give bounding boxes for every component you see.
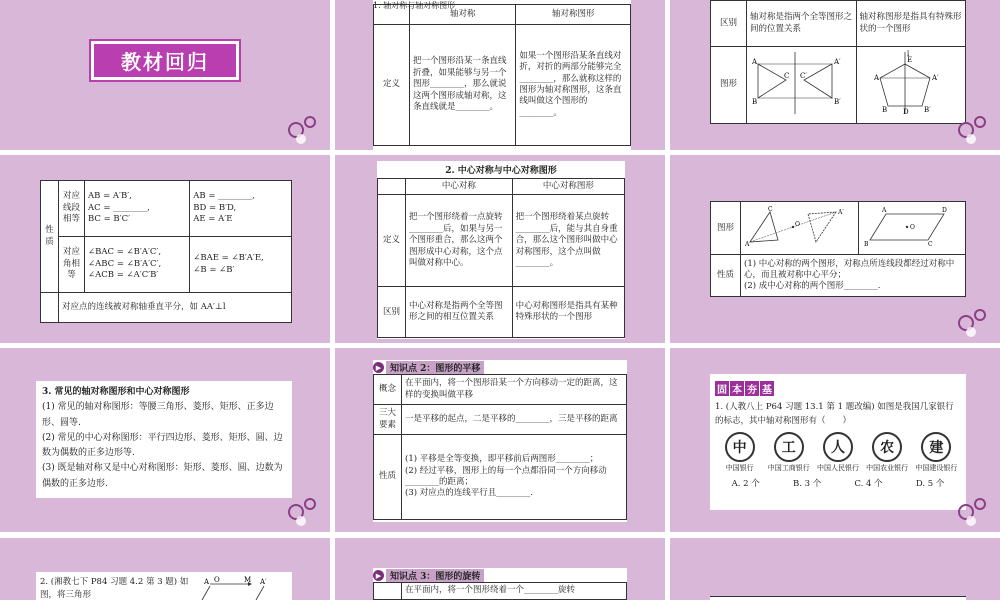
svg-text:A′: A′ [834,57,841,66]
bank-logo-ccb: 建 中国建设银行 [914,432,958,472]
slide-tile-3[interactable] [670,0,1000,150]
svg-text:B: B [864,241,869,248]
flower-decoration [948,494,996,530]
section-stamp: 固 本 夯 基 [715,378,961,397]
svg-text:C: C [784,71,790,80]
row-label-equal-angles: 对应角相等 [59,237,85,293]
figure-parallelogram [859,202,966,255]
svg-text:A′: A′ [931,73,939,82]
row-label-definition: 定义 [374,25,410,146]
option-c[interactable]: C. 4 个 [854,478,883,489]
bank-logo-boc: 中 中国银行 [718,432,762,472]
svg-text:O: O [795,221,800,228]
difference-central: 中心对称是指两个全等图形之间的相互位置关系 [406,287,513,338]
col-header-central: 中心对称 [406,179,513,195]
perpendicular-bisector-property: 对应点的连线被对称轴垂直平分，如 AA′⊥l [59,293,292,323]
flower-decoration [948,112,996,148]
question-text: 1. (人教八上 P64 习题 13.1 第 1 题改编) 如图是我国几家银行的标志，其中轴对称图形有（ ） [715,402,954,426]
svg-text:O: O [910,224,915,231]
translation-elements: 一是平移的起点，二是平移的________，三是平移的距离 [402,405,627,435]
slide-tile-7[interactable] [0,348,330,532]
central-symmetry-properties: (1) 中心对称的两个图形，对称点所连线段都经过对称中心，而且被对称中心平分； (2) 成中心对称的两个图形________. [741,255,966,297]
row-label-difference: 区别 [378,287,406,338]
label-o: O [214,576,220,584]
translation-properties: (1) 平移是全等变换，即平移前后两图形________； (2) 经过平移，图形上的每一个点都沿同一个方向移动________的距离； (3) 对应点的连线平行且________. [402,435,627,520]
row-label-property: 性质 [374,435,402,520]
answer-options [715,477,961,489]
flower-decoration [278,494,326,530]
svg-text:D: D [942,207,947,214]
flower-decoration [278,112,326,148]
svg-text:A: A [752,57,758,66]
svg-text:C: C [928,241,933,248]
knowledge-point-header: ▶ 知识点 2：图形的平移 [373,360,627,374]
svg-text:B′: B′ [834,97,841,106]
svg-text:A: A [873,73,879,82]
difference-central-figure: 中心对称图形是指具有某种特殊形状的一个图形 [512,287,624,338]
bank-logo-icbc: 工 中国工商银行 [767,432,811,472]
svg-text:A: A [745,241,750,248]
figure-central-symmetry [741,202,859,255]
section-badge: 教材回归 [91,41,239,80]
equal-segments-figure: AB = ________, BD = B′D, AE = A′E [190,181,292,237]
option-d[interactable]: D. 5 个 [915,478,945,489]
rotation-concept: 在平面内，将一个图形绕着一个________旋转 [402,583,627,600]
svg-text:A′: A′ [838,209,844,216]
col-header-axial-figure: 轴对称图形 [516,5,631,25]
row-group-label-property: 性质 [41,181,59,293]
row-label-figure: 图形 [711,47,747,124]
flower-decoration [948,305,996,341]
section-title: 2. 中心对称与中心对称图形 [445,166,557,176]
axial-shapes-list: (1) 常见的轴对称图形：等腰三角形、菱形、矩形、正多边形、圆等. [42,402,274,428]
difference-axial-figure: 轴对称图形是指具有特殊形状的一个图形 [856,1,966,47]
definition-central-figure: 把一个图形绕着某点旋转________后，能与其自身重合，那么这个图形叫做中心对称图形，这个点叫做________。 [512,195,624,287]
row-label-figure: 图形 [711,202,741,255]
svg-text:E: E [906,55,912,64]
equal-segments-axial: AB = A′B′, AC = ________, BC = B′C′ [85,181,190,237]
svg-text:B: B [752,97,758,106]
slide-tile-12[interactable] [670,538,1000,600]
both-shapes-list: (3) 既是轴对称又是中心对称图形：矩形、菱形、圆、边数为偶数的正多边形. [42,463,283,489]
option-a[interactable]: A. 2 个 [731,478,760,489]
equal-angles-figure: ∠BAE = ∠B′A′E, ∠B = ∠B′ [190,237,292,293]
row-label-property: 性质 [711,255,741,297]
svg-text:B′: B′ [923,105,931,114]
svg-text:A: A [882,207,887,214]
label-a-prime: A′ [260,578,267,586]
svg-text:D: D [902,107,909,116]
row-label-difference: 区别 [711,1,747,47]
svg-text:B: B [881,105,887,114]
definition-axial-figure: 如果一个图形沿某条直线对折，对折的两部分能够完全________，那么就称这样的图形为轴对称图形，这条直线叫做这个图形的________。 [516,25,631,146]
slide-tile-8[interactable] [335,348,665,532]
bank-logo-abc: 农 中国农业银行 [865,432,909,472]
slide-tile-4[interactable] [0,155,330,343]
option-b[interactable]: B. 3 个 [792,478,822,489]
figure-axial-symmetry [747,47,857,124]
knowledge-point-header: ▶ 知识点 3：图形的旋转 [373,568,627,582]
play-icon: ▶ [373,362,384,373]
slide-tile-5[interactable] [335,155,665,343]
section-title: 3. 常见的轴对称图形和中心对称图形 [42,387,190,397]
col-header-axial: 轴对称 [410,5,516,25]
bank-logo-pboc: 人 中国人民银行 [816,432,860,472]
slide-tile-6[interactable] [670,155,1000,343]
label-a: A [204,578,210,586]
svg-text:C′: C′ [800,71,807,80]
slide-tile-11[interactable] [335,538,665,600]
row-label-concept: 概念 [374,375,402,405]
svg-text:l: l [906,49,909,58]
translation-concept: 在平面内，将一个图形沿某一个方向移动一定的距离，这样的变换叫做平移 [402,375,627,405]
equal-angles-axial: ∠BAC = ∠B′A′C′, ∠ABC = ∠B′A′C′, ∠ACB = ∠A′C′B′ [85,237,190,293]
slide-tile-9[interactable] [670,348,1000,532]
row-label-equal-segments: 对应线段相等 [59,181,85,237]
difference-axial: 轴对称是指两个全等图形之间的位置关系 [747,1,857,47]
row-label-elements: 三大要素 [374,405,402,435]
slide-tile-10[interactable] [0,538,330,600]
label-m: M [244,576,252,584]
definition-axial: 把一个图形沿某一条直线折叠，如果能够与另一个图形________，那么就说这两个图形成轴对称，这条直线就是________。 [410,25,516,146]
translation-figure [190,576,280,600]
col-header-central-figure: 中心对称图形 [512,179,624,195]
question-text: 2. (湘教七下 P84 习题 4.2 第 3 题) 如图，将三角形 [40,577,189,600]
definition-central: 把一个图形绕着一点旋转________后，如果与另一个图形重合，那么这两个图形成中心对称，这个点叫做对称中心。 [406,195,513,287]
play-icon: ▶ [373,570,384,581]
svg-text:C: C [768,206,773,213]
bank-logo-row [715,432,961,472]
row-label-definition: 定义 [378,195,406,287]
slide-tile-2[interactable] [335,0,665,150]
central-shapes-list: (2) 常见的中心对称图形：平行四边形、菱形、矩形、圆、边数为偶数的正多边形等. [42,432,283,459]
slide-tile-1[interactable] [0,0,330,150]
section-caption: 1. 轴对称与轴对称图形 [373,1,456,10]
